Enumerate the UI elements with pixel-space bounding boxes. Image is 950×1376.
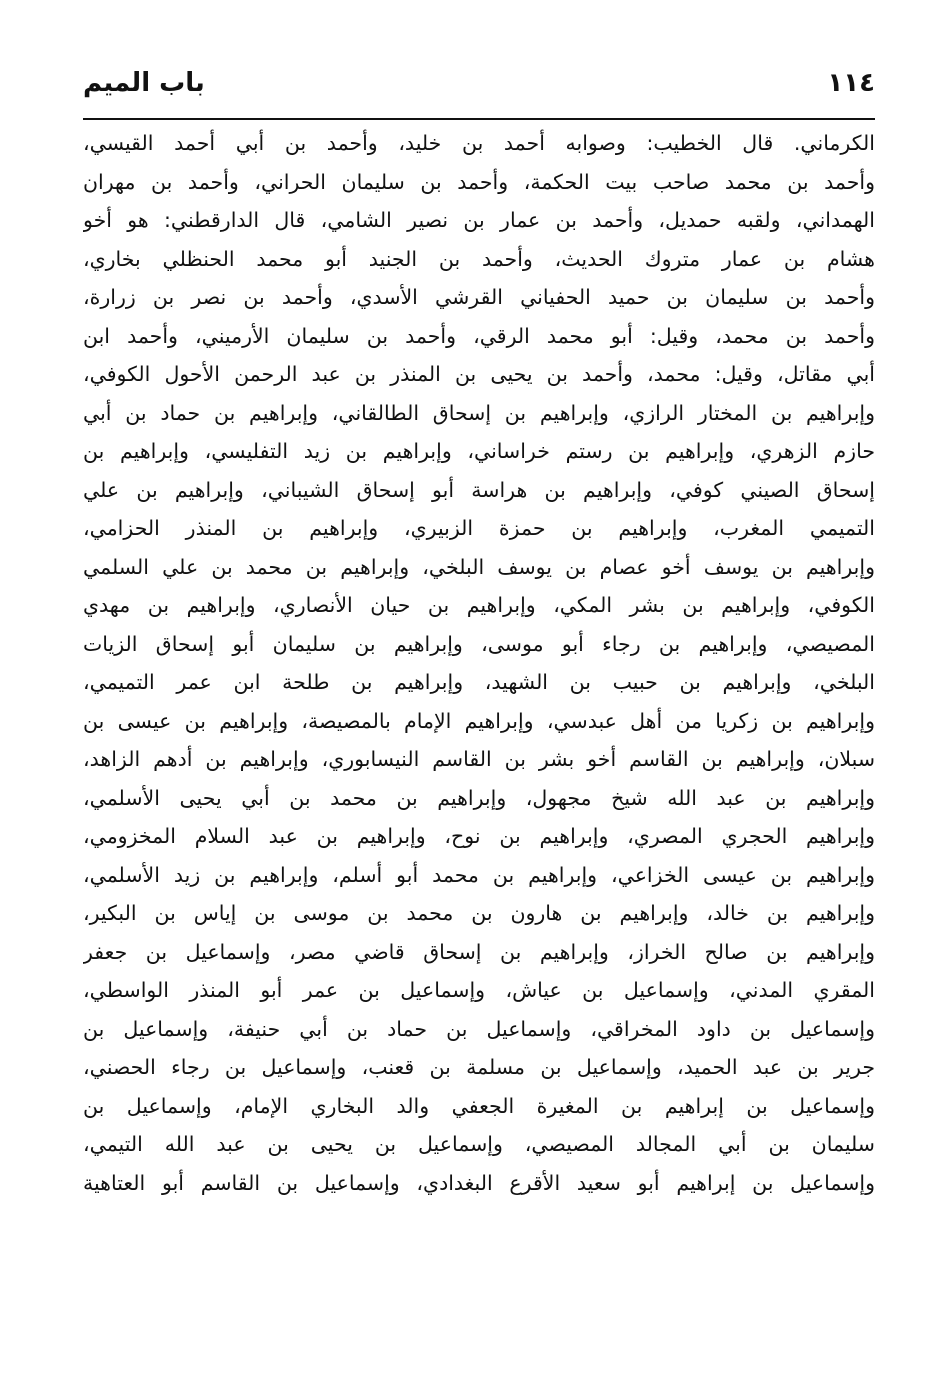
text-line: وإبراهيم بن زكريا من أهل عبدسي، وإبراهيم الإمام بالمصيصة، وإبراهيم بن عيسى بن xyxy=(83,708,875,733)
chapter-title: باب الميم xyxy=(83,68,205,98)
text-line: التميمي المغرب، وإبراهيم بن حمزة الزبيري، وإبراهيم بن المنذر الحزامي، xyxy=(83,516,875,540)
text-line: وإسماعيل بن إبراهيم أبو سعيد الأقرع البغدادي، وإسماعيل بن القاسم أبو العتاهية xyxy=(83,1170,875,1195)
text-line: إسحاق الصيني كوفي، وإبراهيم بن هراسة أبو إسحاق الشيباني، وإبراهيم بن علي xyxy=(83,477,875,502)
text-line: وأحمد بن محمد صاحب بيت الحكمة، وأحمد بن سليمان الحراني، وأحمد بن مهران xyxy=(83,169,875,194)
text-line: الهمداني، ولقبه حمديل، وأحمد بن عمار بن نصير الشامي، قال الدارقطني: هو أخو xyxy=(83,208,875,232)
text-line: البلخي، وإبراهيم بن حبيب بن الشهيد، وإبراهيم بن طلحة ابن عمر التميمي، xyxy=(83,670,875,694)
text-line: وإبراهيم بن صالح الخراز، وإبراهيم بن إسحاق قاضي مصر، وإسماعيل بن جعفر xyxy=(83,939,875,964)
page-header xyxy=(83,62,875,106)
text-line: وإبراهيم بن خالد، وإبراهيم بن هارون بن محمد بن موسى بن إياس بن البكير، xyxy=(83,901,875,925)
text-line: المصيصي، وإبراهيم بن رجاء أبو موسى، وإبراهيم بن سليمان أبو إسحاق الزيات xyxy=(83,631,875,656)
text-line: أبي مقاتل، وقيل: محمد، وأحمد بن يحيى بن المنذر بن عبد الرحمن الأحول الكوفي، xyxy=(83,362,875,386)
text-line: سبلان، وإبراهيم بن القاسم أخو بشر بن القاسم النيسابوري، وإبراهيم بن أدهم الزاهد، xyxy=(83,747,875,771)
text-line: الكوفي، وإبراهيم بن بشر المكي، وإبراهيم بن حيان الأنصاري، وإبراهيم بن مهدي xyxy=(83,593,875,617)
text-line: هشام بن عمار متروك الحديث، وأحمد بن الجنيد أبو محمد الحنظلي بخاري، xyxy=(83,246,875,271)
text-line: وإسماعيل بن إبراهيم بن المغيرة الجعفي والد البخاري الإمام، وإسماعيل بن xyxy=(83,1093,875,1118)
text-line: سليمان بن أبي المجالد المصيصي، وإسماعيل بن يحيى بن عبد الله التيمي، xyxy=(83,1132,875,1156)
text-line: وإبراهيم بن يوسف أخو عصام بن يوسف البلخي، وإبراهيم بن محمد بن علي السلمي xyxy=(83,554,875,579)
text-line: وإسماعيل بن داود المخراقي، وإسماعيل بن حماد بن أبي حنيفة، وإسماعيل بن xyxy=(83,1016,875,1041)
text-line: الكرماني. قال الخطيب: وصوابه أحمد بن خليد، وأحمد بن أبي أحمد القيسي، xyxy=(83,131,875,155)
text-line: جرير بن عبد الحميد، وإسماعيل بن مسلمة بن قعنب، وإسماعيل بن رجاء الحصني، xyxy=(83,1055,875,1079)
text-line: المقري المدني، وإسماعيل بن عياش، وإسماعيل بن عمر أبو المنذر الواسطي، xyxy=(83,978,875,1002)
page-number: ١١٤ xyxy=(827,68,875,98)
body-text xyxy=(83,124,875,1202)
text-line: وأحمد بن سليمان بن حميد الحفياني القرشي الأسدي، وأحمد بن نصر بن زرارة، xyxy=(83,285,875,309)
text-line: وإبراهيم بن المختار الرازي، وإبراهيم بن إسحاق الطالقاني، وإبراهيم بن حماد بن أبي xyxy=(83,400,875,425)
text-line: وأحمد بن محمد، وقيل: أبو محمد الرقي، وأحمد بن سليمان الأرميني، وأحمد ابن xyxy=(83,323,875,348)
text-line: وإبراهيم بن عيسى الخزاعي، وإبراهيم بن محمد أبو أسلم، وإبراهيم بن زيد الأسلمي، xyxy=(83,862,875,887)
text-line: وإبراهيم بن عبد الله شيخ مجهول، وإبراهيم بن محمد بن أبي يحيى الأسلمي، xyxy=(83,785,875,810)
text-line: حازم الزهري، وإبراهيم بن رستم خراساني، وإبراهيم بن زيد التفليسي، وإبراهيم بن xyxy=(83,439,875,463)
text-line: وإبراهيم الحجري المصري، وإبراهيم بن نوح، وإبراهيم بن عبد السلام المخزومي، xyxy=(83,824,875,848)
header-divider xyxy=(83,118,875,120)
